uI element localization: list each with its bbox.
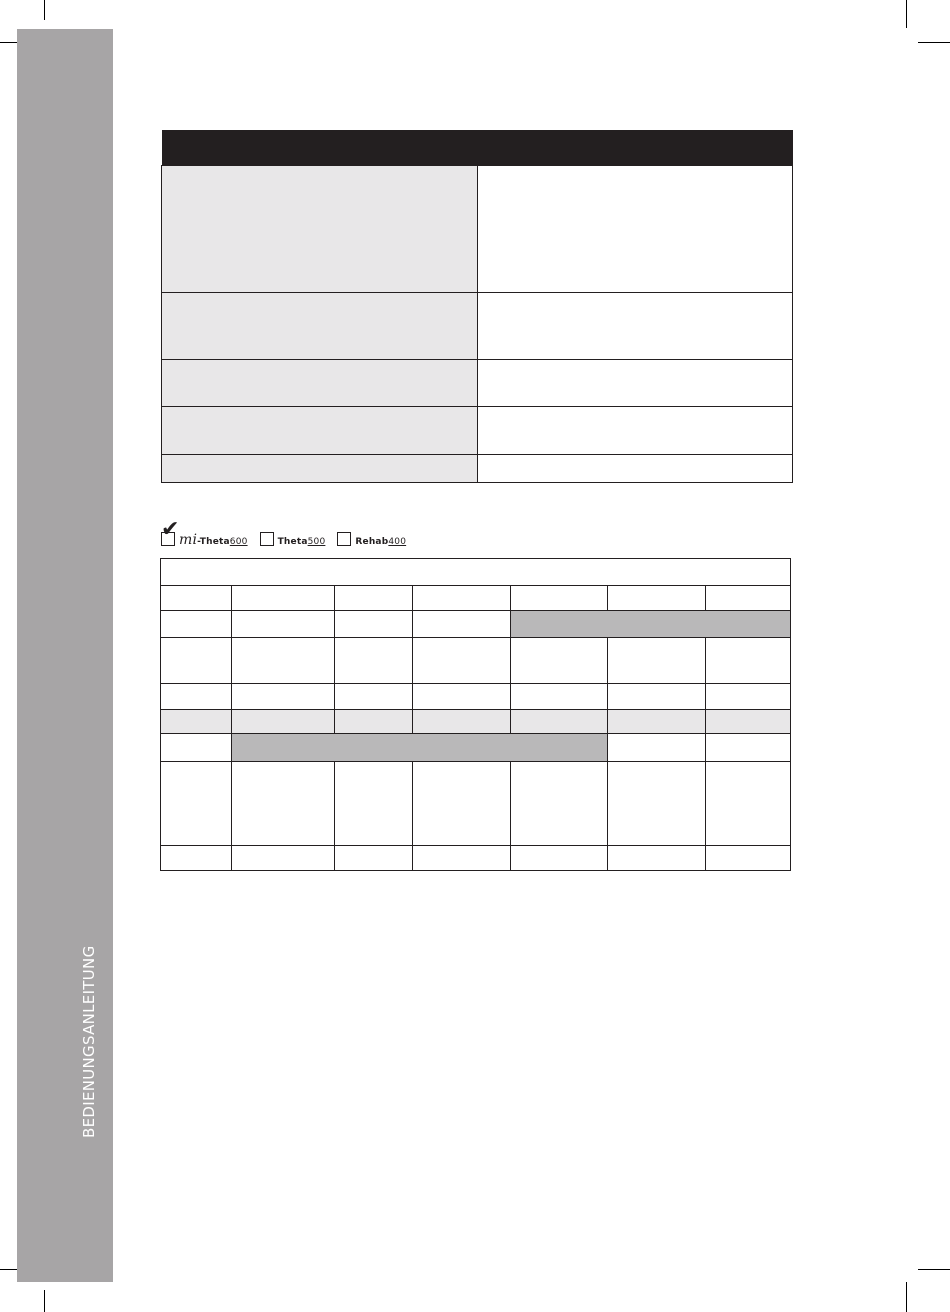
info-table-row bbox=[162, 293, 793, 360]
spec-row bbox=[161, 734, 791, 762]
spec-cell bbox=[706, 762, 791, 846]
info-table-header bbox=[162, 130, 793, 166]
sidebar-label: BEDIENUNGSANLEITUNG bbox=[80, 945, 98, 1138]
spec-header-row bbox=[161, 586, 791, 611]
product-label: Theta500 bbox=[277, 537, 326, 547]
sidebar bbox=[17, 29, 113, 1282]
spec-cell bbox=[335, 710, 413, 734]
spec-cell bbox=[706, 586, 791, 611]
spec-cell bbox=[706, 684, 791, 710]
spec-cell bbox=[608, 846, 706, 871]
spec-cell bbox=[511, 762, 608, 846]
spec-row bbox=[161, 611, 791, 638]
spec-cell bbox=[413, 611, 511, 638]
spec-cell bbox=[232, 586, 335, 611]
spec-cell bbox=[608, 762, 706, 846]
info-table-row bbox=[162, 166, 793, 293]
spec-cell bbox=[706, 846, 791, 871]
info-table bbox=[161, 130, 793, 483]
spec-cell bbox=[335, 684, 413, 710]
spec-row-shaded bbox=[161, 710, 791, 734]
spec-row bbox=[161, 846, 791, 871]
info-row-label bbox=[162, 360, 478, 407]
spec-cell bbox=[413, 684, 511, 710]
spec-title-row bbox=[161, 559, 791, 586]
spec-cell-merged-grey bbox=[232, 734, 608, 762]
spec-cell bbox=[161, 611, 232, 638]
spec-cell bbox=[413, 638, 511, 684]
info-row-value bbox=[477, 360, 793, 407]
info-table-row bbox=[162, 360, 793, 407]
product-label: mi-Theta600 bbox=[179, 532, 248, 548]
spec-cell bbox=[511, 586, 608, 611]
spec-cell bbox=[161, 586, 232, 611]
info-row-label bbox=[162, 293, 478, 360]
spec-cell bbox=[161, 710, 232, 734]
product-selector bbox=[161, 518, 406, 548]
spec-cell bbox=[706, 710, 791, 734]
info-row-value bbox=[477, 293, 793, 360]
crop-mark bbox=[44, 0, 45, 20]
check-mark-icon[interactable]: ✔ bbox=[161, 532, 175, 546]
info-table-row bbox=[162, 455, 793, 483]
spec-row bbox=[161, 638, 791, 684]
info-row-label bbox=[162, 166, 478, 293]
spec-cell bbox=[232, 638, 335, 684]
spec-cell bbox=[511, 638, 608, 684]
spec-cell bbox=[335, 638, 413, 684]
spec-cell bbox=[335, 762, 413, 846]
crop-mark bbox=[918, 1269, 950, 1270]
spec-cell-merged-grey bbox=[511, 611, 791, 638]
spec-cell bbox=[232, 710, 335, 734]
spec-cell bbox=[608, 638, 706, 684]
spec-table bbox=[160, 558, 791, 871]
spec-cell bbox=[413, 586, 511, 611]
info-table-header-row bbox=[162, 130, 793, 166]
empty-checkbox-icon[interactable] bbox=[337, 532, 351, 546]
crop-mark bbox=[906, 1282, 907, 1312]
spec-cell bbox=[413, 846, 511, 871]
spec-cell bbox=[413, 762, 511, 846]
spec-row bbox=[161, 684, 791, 710]
spec-title-cell bbox=[161, 559, 791, 586]
spec-row bbox=[161, 762, 791, 846]
spec-cell bbox=[161, 638, 232, 684]
spec-cell bbox=[511, 846, 608, 871]
spec-cell bbox=[608, 734, 706, 762]
info-row-value bbox=[477, 407, 793, 455]
spec-cell bbox=[608, 586, 706, 611]
spec-cell bbox=[232, 684, 335, 710]
spec-cell bbox=[161, 846, 232, 871]
product-option-theta500[interactable] bbox=[260, 532, 326, 548]
info-row-value bbox=[477, 166, 793, 293]
info-row-label bbox=[162, 455, 478, 483]
product-option-rehab400[interactable] bbox=[337, 532, 406, 548]
spec-cell bbox=[161, 762, 232, 846]
crop-mark bbox=[44, 1290, 45, 1312]
empty-checkbox-icon[interactable] bbox=[260, 532, 274, 546]
info-row-value bbox=[477, 455, 793, 483]
spec-cell bbox=[232, 846, 335, 871]
spec-cell bbox=[511, 684, 608, 710]
spec-cell bbox=[413, 710, 511, 734]
info-table-row bbox=[162, 407, 793, 455]
product-option-mi-theta600[interactable] bbox=[161, 517, 248, 548]
spec-cell bbox=[608, 684, 706, 710]
crop-mark bbox=[906, 0, 907, 28]
spec-cell bbox=[232, 611, 335, 638]
spec-cell bbox=[511, 710, 608, 734]
spec-cell bbox=[608, 710, 706, 734]
crop-mark bbox=[918, 42, 950, 43]
spec-cell bbox=[706, 638, 791, 684]
spec-cell bbox=[161, 734, 232, 762]
product-label: Rehab400 bbox=[355, 537, 407, 547]
spec-cell bbox=[706, 734, 791, 762]
spec-cell bbox=[161, 684, 232, 710]
info-row-label bbox=[162, 407, 478, 455]
spec-cell bbox=[335, 586, 413, 611]
spec-cell bbox=[232, 762, 335, 846]
spec-cell bbox=[335, 611, 413, 638]
spec-cell bbox=[335, 846, 413, 871]
